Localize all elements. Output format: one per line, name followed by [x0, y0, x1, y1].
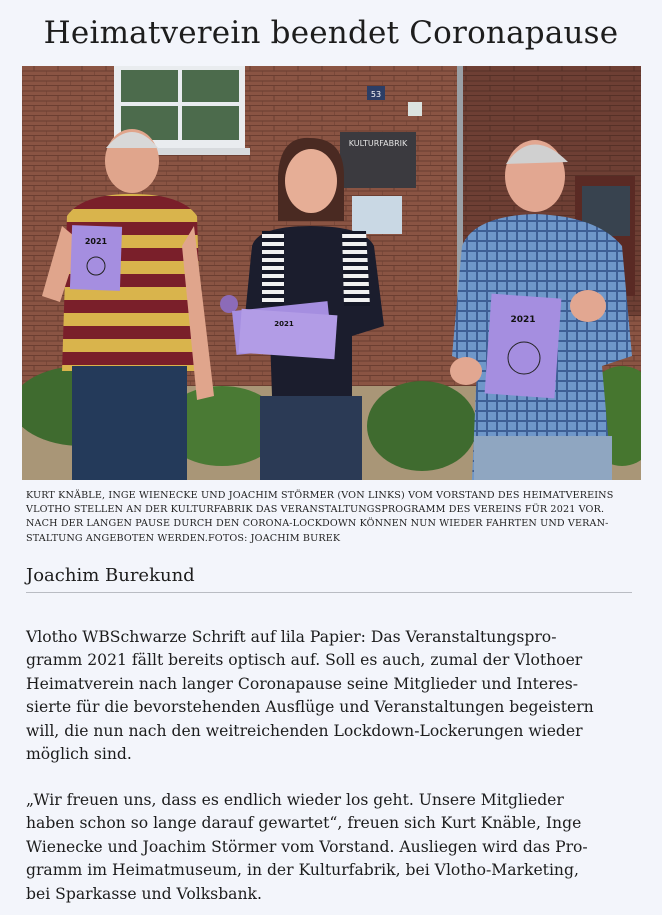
house-number: 53	[370, 90, 382, 99]
flyer-left-year: 2021	[84, 237, 108, 246]
article-paragraph-1	[26, 626, 638, 766]
article-headline: Heimatverein beendet Coronapause	[43, 15, 619, 51]
photo-caption	[26, 489, 641, 546]
paragraph-line: „Wir freuen uns, dass es endlich wieder los geht. Unsere Mitglieder	[26, 791, 564, 809]
kulturfabrik-sign-text: KULTURFABRIK	[348, 139, 408, 148]
paragraph-line: bei Sparkasse und Volksbank.	[26, 884, 262, 903]
flyer-left	[70, 225, 122, 291]
caption-line: STALTUNG ANGEBOTEN WERDEN.FOTOS: JOACHIM BUREK	[26, 532, 341, 544]
paragraph-line: gramm 2021 fällt bereits optisch auf. Soll es auch, zumal der Vlothoer	[26, 651, 583, 670]
paragraph-line: Vlotho WBSchwarze Schrift auf lila Papier: Das Veranstaltungspro-	[26, 628, 557, 646]
paragraph-line: möglich sind.	[26, 745, 132, 764]
paragraph-line: sierte für die bevorstehenden Ausflüge und Veranstaltungen begeistern	[26, 698, 594, 717]
coat-of-arms	[408, 102, 422, 116]
flyer-stack	[232, 301, 337, 359]
flyer-stack-year: 2021	[274, 320, 294, 328]
paragraph-line: will, die nun nach den weitreichenden Lockdown-Lockerungen wieder	[26, 721, 583, 740]
paragraph-line: Wienecke und Joachim Störmer vom Vorstand. Ausliegen wird das Pro-	[26, 837, 588, 856]
paragraph-line: gramm im Heimatmuseum, in der Kulturfabrik, bei Vlotho-Marketing,	[26, 861, 579, 880]
flyer-right-year: 2021	[510, 315, 536, 325]
author-byline: Joachim Burekund	[26, 563, 632, 593]
paragraph-line: Heimatverein nach langer Coronapause seine Mitglieder und Interes-	[26, 674, 579, 693]
caption-line: VLOTHO STELLEN AN DER KULTURFABRIK DAS VERANSTALTUNGSPROGRAMM DES VEREINS FÜR 2021 VOR.	[26, 504, 605, 516]
article-photo	[22, 66, 641, 480]
paragraph-line: haben schon so lange darauf gewartet“, freuen sich Kurt Knäble, Inge	[26, 814, 582, 833]
caption-line: KURT KNÄBLE, INGE WIENECKE UND JOACHIM STÖRMER (VON LINKS) VOM VORSTAND DES HEIMATVEREINS	[26, 490, 614, 501]
article-paragraph-2	[26, 789, 638, 906]
info-poster	[352, 196, 402, 234]
caption-line: NACH DER LANGEN PAUSE DURCH DEN CORONA-LOCKDOWN KÖNNEN NUN WIEDER FAHRTEN UND VERAN-	[26, 518, 609, 530]
